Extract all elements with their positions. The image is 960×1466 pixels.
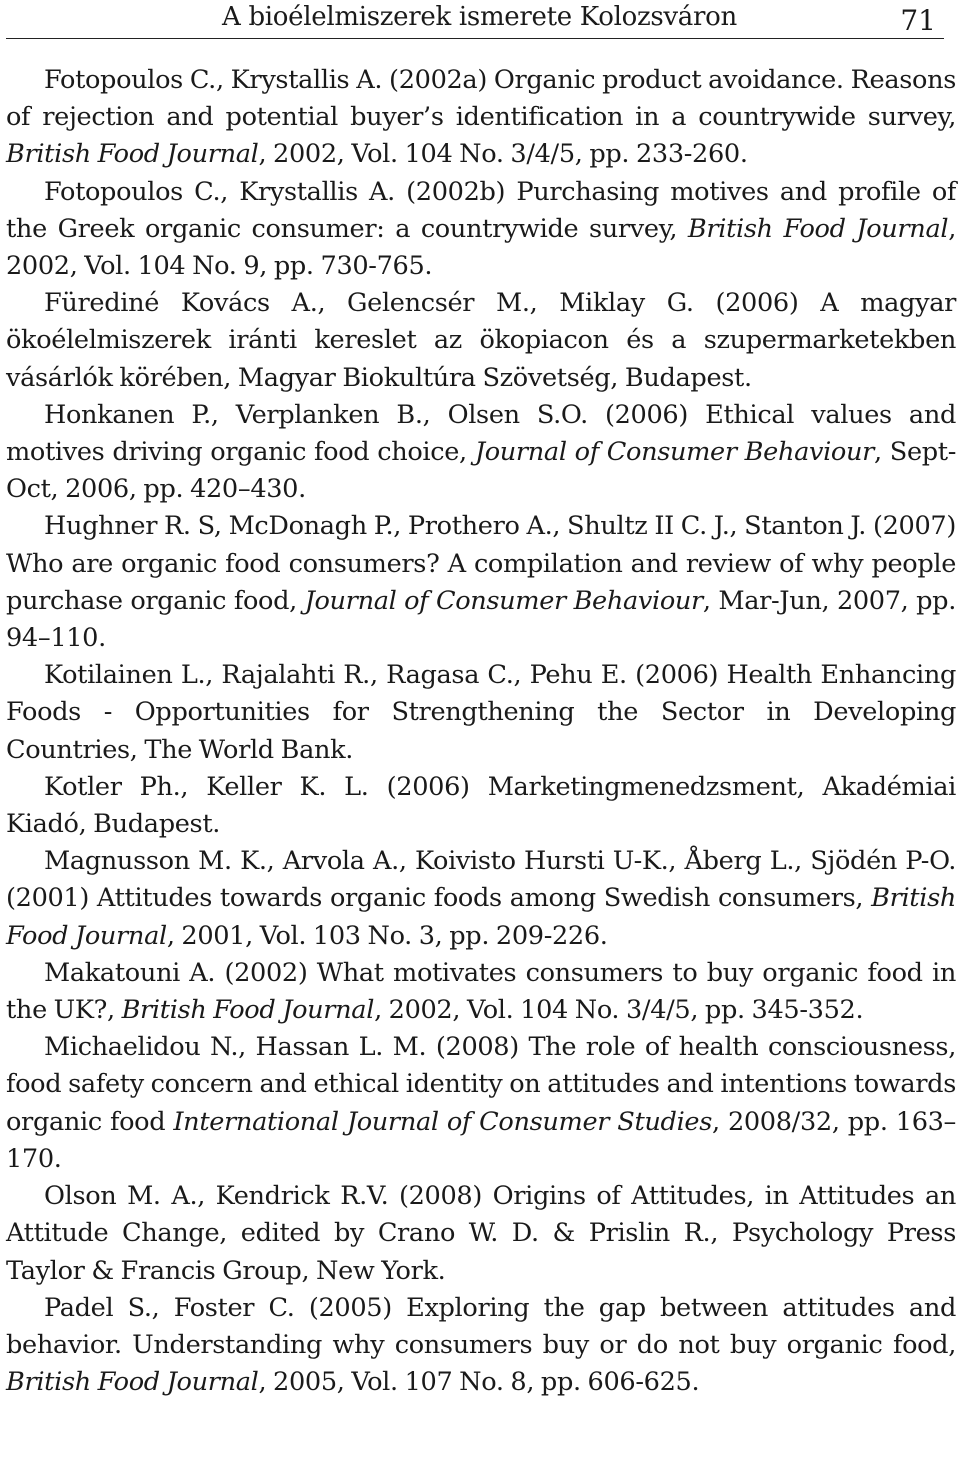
reference-text: Michaelidou N., Hassan L. M. (2008) The role of health consciousness, food safety concern and ethical identity on attitudes and intentions towards organic food <box>6 1032 956 1137</box>
journal-title: British Food Journal <box>6 139 259 170</box>
reference-entry <box>6 174 956 286</box>
reference-entry <box>6 955 956 1029</box>
reference-details: , 2008/32, pp. 163–170. <box>6 1106 957 1174</box>
reference-entry <box>6 1029 956 1178</box>
reference-details: , 2002, Vol. 104 No. 3/4/5, pp. 345-352. <box>374 995 864 1026</box>
reference-entry <box>6 62 956 174</box>
reference-text: Fotopoulos C., Krystallis A. (2002b) Purchasing motives and profile of the Greek organic consumer: a countrywide survey, <box>6 176 956 244</box>
journal-title: British Food Journal <box>6 1367 259 1398</box>
journal-title: British Food Journal <box>687 213 949 244</box>
reference-text: Hughner R. S, McDonagh P., Prothero A., Shultz II C. J., Stanton J. (2007) Who are organic food consumers? A compilation and review of why people purchase organic food, <box>6 511 956 616</box>
reference-entry <box>6 508 956 657</box>
reference-entry <box>6 1290 956 1402</box>
reference-entry <box>6 1178 956 1290</box>
journal-title: International Journal of Consumer Studies <box>173 1106 712 1137</box>
reference-text: Magnusson M. K., Arvola A., Koivisto Hursti U-K., Åberg L., Sjödén P-O. (2001) Attitudes towards organic foods among Swedish consumers, <box>6 846 956 914</box>
reference-text: Fürediné Kovács A., Gelencsér M., Miklay G. (2006) A magyar ökoélelmiszerek iránti kereslet az ökopiacon és a szupermarketekben vásárlók körében, Magyar Biokultúra Szövetség, Budapest. <box>6 288 956 393</box>
reference-entry <box>6 657 956 769</box>
page-header <box>6 0 944 39</box>
reference-entry <box>6 769 956 843</box>
page-number: 71 <box>900 4 936 37</box>
reference-details: , 2005, Vol. 107 No. 8, pp. 606-625. <box>258 1367 700 1398</box>
running-title: A bioélelmiszerek ismerete Kolozsváron <box>222 2 737 32</box>
reference-details: , 2002, Vol. 104 No. 9, pp. 730-765. <box>6 213 956 282</box>
journal-title: Journal of Consumer Behaviour <box>304 585 703 616</box>
reference-entry <box>6 285 956 397</box>
reference-text: Honkanen P., Verplanken B., Olsen S.O. (2006) Ethical values and motives driving organic food choice, <box>6 399 956 468</box>
reference-list <box>6 62 956 1401</box>
reference-details: , 2002, Vol. 104 No. 3/4/5, pp. 233-260. <box>258 139 748 170</box>
reference-text: Makatouni A. (2002) What motivates consumers to buy organic food in the UK?, <box>6 957 956 1026</box>
journal-title: Journal of Consumer Behaviour <box>474 437 875 468</box>
reference-text: Fotopoulos C., Krystallis A. (2002a) Organic product avoidance. Reasons of rejection and potential buyer’s identification in a countrywide survey, <box>6 65 956 133</box>
reference-text: Kotler Ph., Keller K. L. (2006) Marketingmenedzsment, Akadémiai Kiadó, Budapest. <box>6 771 956 840</box>
reference-details: , Mar-Jun, 2007, pp. 94–110. <box>6 585 956 654</box>
reference-entry <box>6 843 956 955</box>
reference-text: Kotilainen L., Rajalahti R., Ragasa C., Pehu E. (2006) Health Enhancing Foods - Opportunities for Strengthening the Sector in Developing Countries, The World Bank. <box>6 660 956 765</box>
journal-title: British Food Journal <box>121 995 375 1026</box>
reference-text: Olson M. A., Kendrick R.V. (2008) Origins of Attitudes, in Attitudes an Attitude Change, edited by Crano W. D. & Prislin R., Psychology Press Taylor & Francis Group, New York. <box>6 1181 956 1286</box>
reference-details: , Sept-Oct, 2006, pp. 420–430. <box>6 437 957 505</box>
journal-title: British Food Journal <box>6 883 956 951</box>
reference-text: Padel S., Foster C. (2005) Exploring the gap between attitudes and behavior. Understanding why consumers buy or do not buy organic food, <box>6 1292 956 1360</box>
reference-entry <box>6 397 956 509</box>
reference-details: , 2001, Vol. 103 No. 3, pp. 209-226. <box>166 920 608 951</box>
